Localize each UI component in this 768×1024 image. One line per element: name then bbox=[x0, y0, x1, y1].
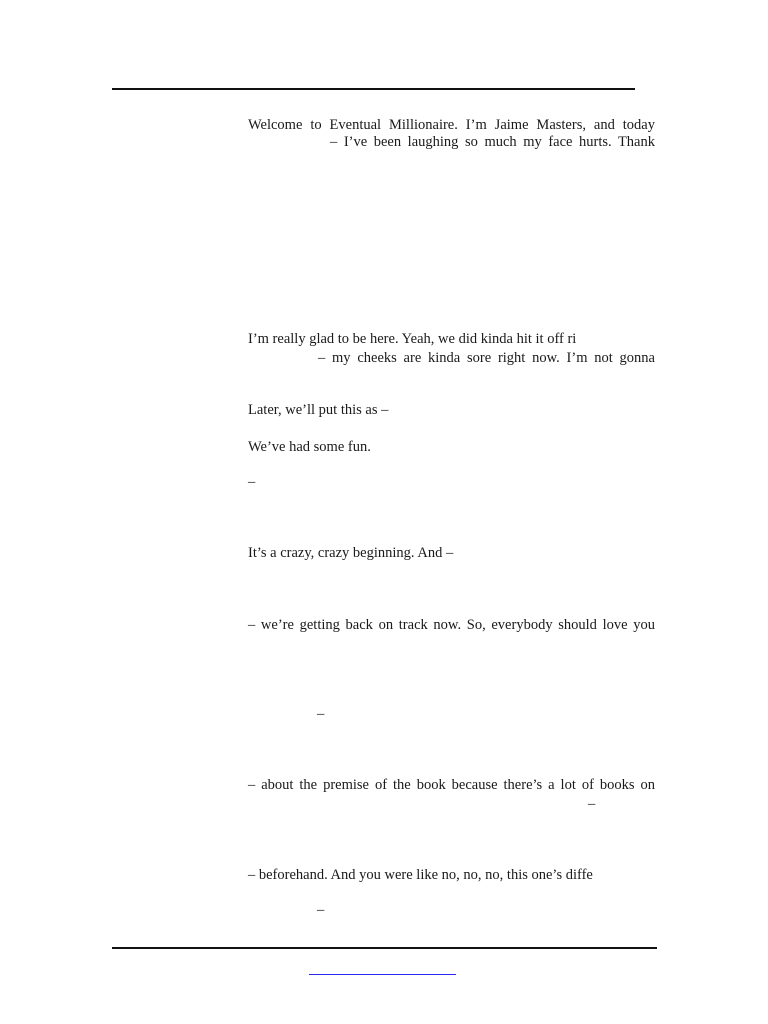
transcript-line: Welcome to Eventual Millionaire. I’m Jaime Masters, and today bbox=[248, 117, 655, 133]
transcript-line: – bbox=[317, 902, 325, 918]
footer-rule bbox=[112, 947, 657, 949]
transcript-line: It’s a crazy, crazy beginning. And – bbox=[248, 545, 454, 561]
transcript-line: I’m really glad to be here. Yeah, we did kinda hit it off ri bbox=[248, 331, 577, 347]
transcript-line: Later, we’ll put this as – bbox=[248, 402, 389, 418]
transcript-line: – about the premise of the book because there’s a lot of books on bbox=[248, 777, 655, 793]
transcript-line: – we’re getting back on track now. So, everybody should love you bbox=[248, 617, 655, 633]
header-rule bbox=[112, 88, 635, 90]
transcript-line: – I’ve been laughing so much my face hurts. Thank bbox=[330, 134, 655, 150]
transcript-line: – beforehand. And you were like no, no, no, this one’s diffe bbox=[248, 867, 593, 883]
transcript-line: – bbox=[317, 706, 325, 722]
transcript-line: We’ve had some fun. bbox=[248, 439, 371, 455]
footer-link[interactable] bbox=[309, 974, 456, 975]
transcript-line: – my cheeks are kinda sore right now. I’m not gonna bbox=[318, 350, 655, 366]
transcript-line: – bbox=[248, 474, 256, 490]
transcript-line: – bbox=[588, 796, 596, 812]
